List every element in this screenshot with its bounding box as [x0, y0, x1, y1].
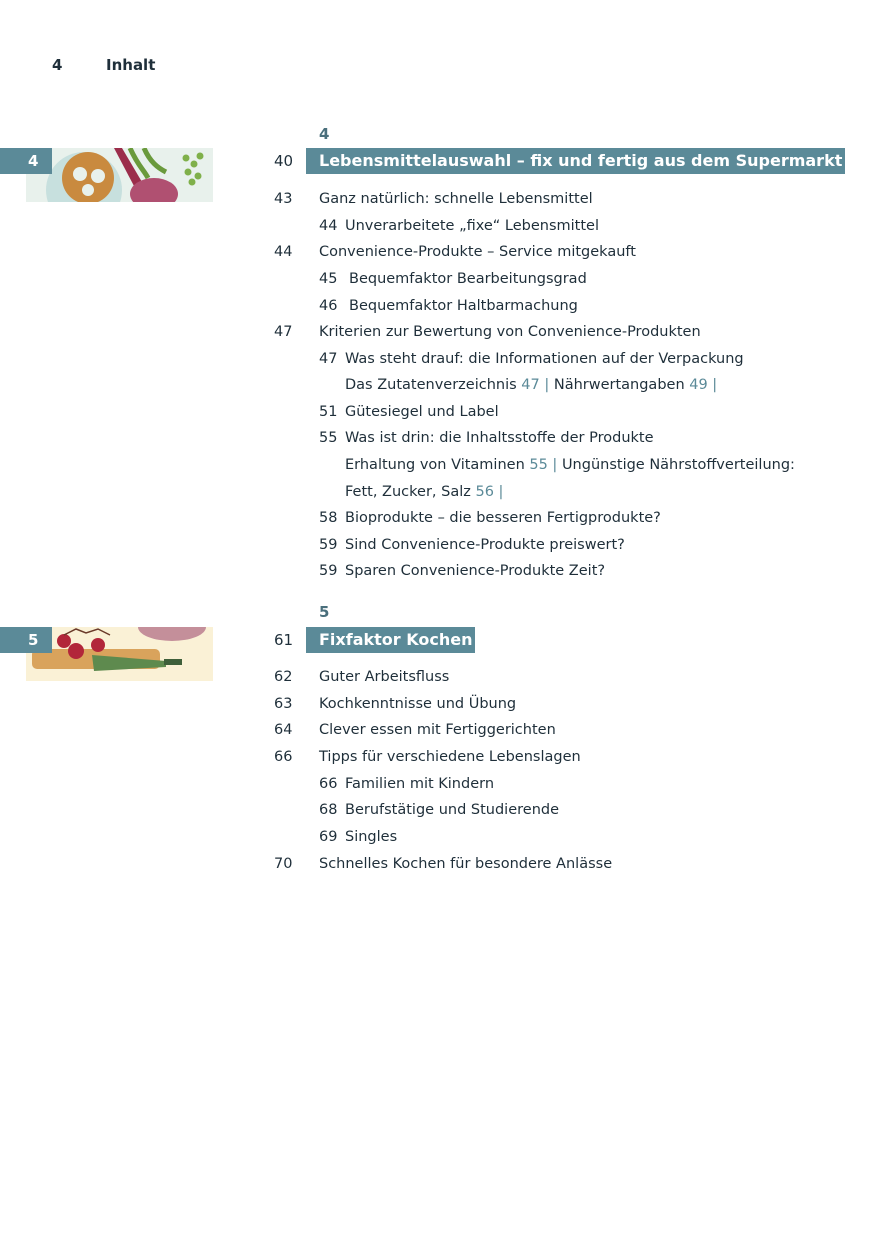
chapter-4-number: 4 [319, 125, 330, 143]
running-head [0, 56, 300, 76]
chapter-5-thumbnail [26, 627, 213, 681]
chapter-4-tab: 4 [0, 148, 52, 174]
chapter-5-title: Fixfaktor Kochen [306, 627, 475, 653]
page-title: Inhalt [106, 56, 156, 74]
food-illustration-icon [26, 148, 213, 202]
chapter-4-thumbnail [26, 148, 213, 202]
chapter-4-page: 40 [274, 152, 294, 170]
page-number: 4 [52, 56, 63, 74]
chapter-5-number: 5 [319, 603, 330, 621]
chapter-5-tab: 5 [0, 627, 52, 653]
chapter-5-page: 61 [274, 631, 294, 649]
chapter-4-title: Lebensmittelauswahl – fix und fertig aus dem Supermarkt [306, 148, 845, 174]
cooking-illustration-icon [26, 627, 213, 681]
